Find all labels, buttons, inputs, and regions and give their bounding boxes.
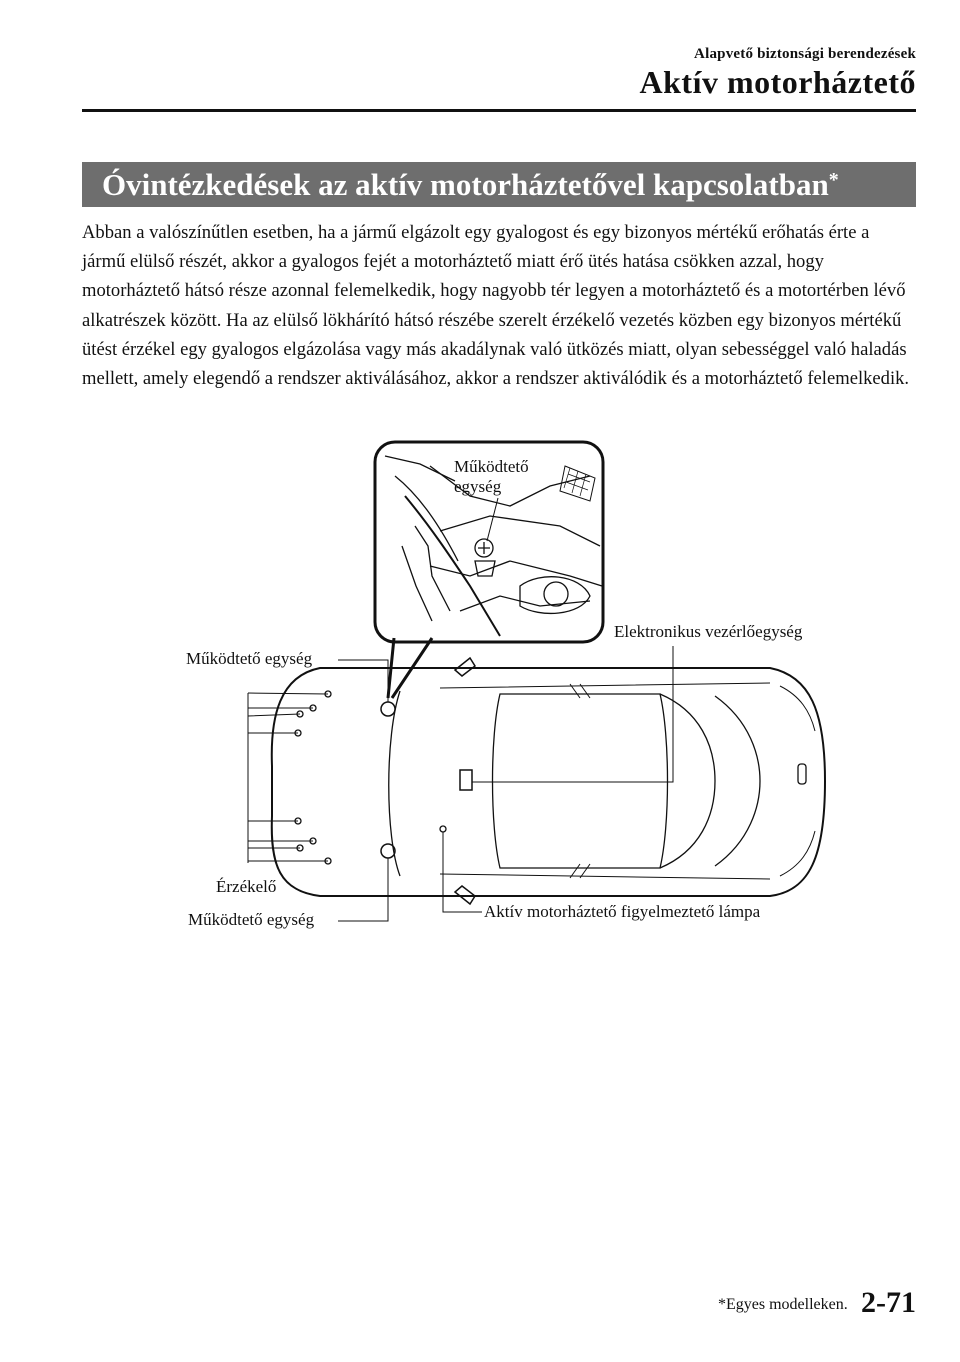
label-warning-lamp: Aktív motorháztető figyelmeztető lámpa (484, 902, 761, 921)
header-rule (82, 109, 916, 112)
car-top-view (272, 658, 825, 904)
body-paragraph: Abban a valószínűtlen esetben, ha a jármű elgázolt egy gyalogost és egy bizonyos mértékű erőhatás érte a jármű elülső részét, akkor a gyalogos fejét a motorháztető miatt érő ütés hatása csökken azzal, hogy motorháztető hátsó része azonnal felemelkedik, hogy nagyobb tér legyen a motorháztető és a motortérben lévő alkatrészek között. Ha az elülső lökhárító hátsó részébe szerelt érzékelő vezetés közben egy bizonyos mértékű ütést érzékel egy gyalogos elgázolása vagy más akadálynak való ütközés miatt, olyan sebességgel való haladás mellett, amely elegendő a rendszer aktiválásához, akkor a rendszer aktiválódik és a motorháztető felemelkedik. (82, 222, 910, 390)
label-sensor: Érzékelő (216, 877, 277, 896)
section-banner (82, 162, 916, 207)
inset-label-line1: Működtető (454, 457, 529, 476)
label-actuator-top: Működtető egység (186, 649, 313, 668)
banner-title: Óvintézkedések az aktív motorháztetővel kapcsolatban (102, 166, 829, 202)
warning-lamp-marker (440, 826, 446, 832)
vehicle-diagram (170, 436, 840, 936)
label-actuator-bottom: Működtető egység (188, 910, 315, 929)
banner-marker: * (828, 169, 839, 191)
footnote: *Egyes modelleken. (718, 1296, 848, 1313)
label-ecu: Elektronikus vezérlőegység (614, 622, 803, 641)
section-header: Alapvető biztonsági berendezések (694, 46, 916, 62)
ecu-marker (460, 770, 472, 790)
page-number: 2-71 (861, 1286, 916, 1319)
inset-label-line2: egység (454, 477, 502, 496)
actuator-top-marker (381, 702, 395, 716)
sensor-markers (295, 691, 331, 864)
chapter-title: Aktív motorháztető (639, 64, 916, 100)
